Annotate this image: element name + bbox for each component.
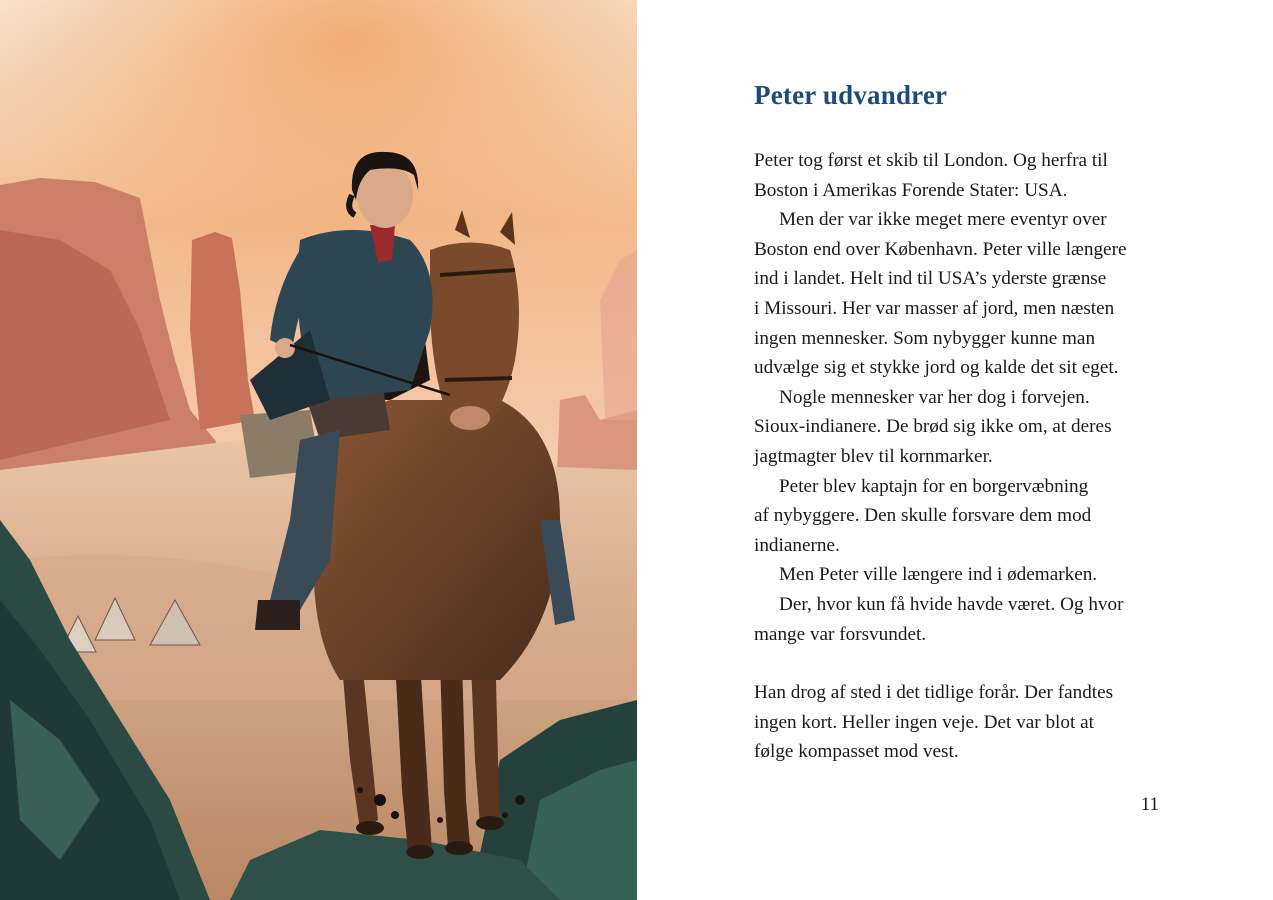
paragraph (754, 383, 1174, 472)
text-line: i Missouri. Her var masser af jord, men næsten (754, 297, 1115, 319)
text-line: Der, hvor kun få hvide havde været. Og hvor (779, 593, 1124, 615)
text-line: ind i landet. Helt ind til USA’s yderste grænse (754, 268, 1107, 290)
body-text (754, 146, 1174, 767)
text-line: ingen mennesker. Som nybygger kunne man (754, 327, 1096, 349)
text-line: Nogle mennesker var her dog i forvejen. (779, 386, 1090, 408)
paragraph (754, 590, 1174, 649)
text-line: jagtmagter blev til kornmarker. (754, 445, 993, 467)
text-line: af nybyggere. Den skulle forsvare dem mod (754, 505, 1092, 527)
paragraph (754, 146, 1174, 205)
chapter-title: Peter udvandrer (754, 80, 948, 110)
text-line: følge kompasset mod vest. (754, 741, 959, 763)
text-line: Men Peter ville længere ind i ødemarken. (779, 564, 1098, 586)
text-line: Peter blev kaptajn for en borgervæbning (779, 475, 1089, 497)
text-line: Sioux-indianere. De brød sig ikke om, at deres (754, 416, 1112, 438)
paragraph (754, 205, 1174, 383)
paragraph (754, 560, 1174, 590)
text-line: ingen kort. Heller ingen veje. Det var blot at (754, 711, 1094, 733)
text-line: Boston i Amerikas Forende Stater: USA. (754, 179, 1068, 201)
text-line: Men der var ikke meget mere eventyr over (779, 209, 1107, 231)
page-number: 11 (1140, 794, 1159, 815)
paragraph-gap (754, 649, 1174, 678)
text-line: mange var forsvundet. (754, 623, 927, 645)
text-line: Han drog af sted i det tidlige forår. Der fandtes (754, 682, 1114, 704)
text-line: indianerne. (754, 534, 840, 556)
text-line: Boston end over København. Peter ville længere (754, 238, 1127, 260)
paragraph (754, 472, 1174, 561)
text-line: Peter tog først et skib til London. Og herfra til (754, 150, 1108, 171)
text-page (637, 0, 1273, 900)
paragraph (754, 678, 1174, 767)
text-line: udvælge sig et stykke jord og kalde det sit eget. (754, 357, 1119, 379)
